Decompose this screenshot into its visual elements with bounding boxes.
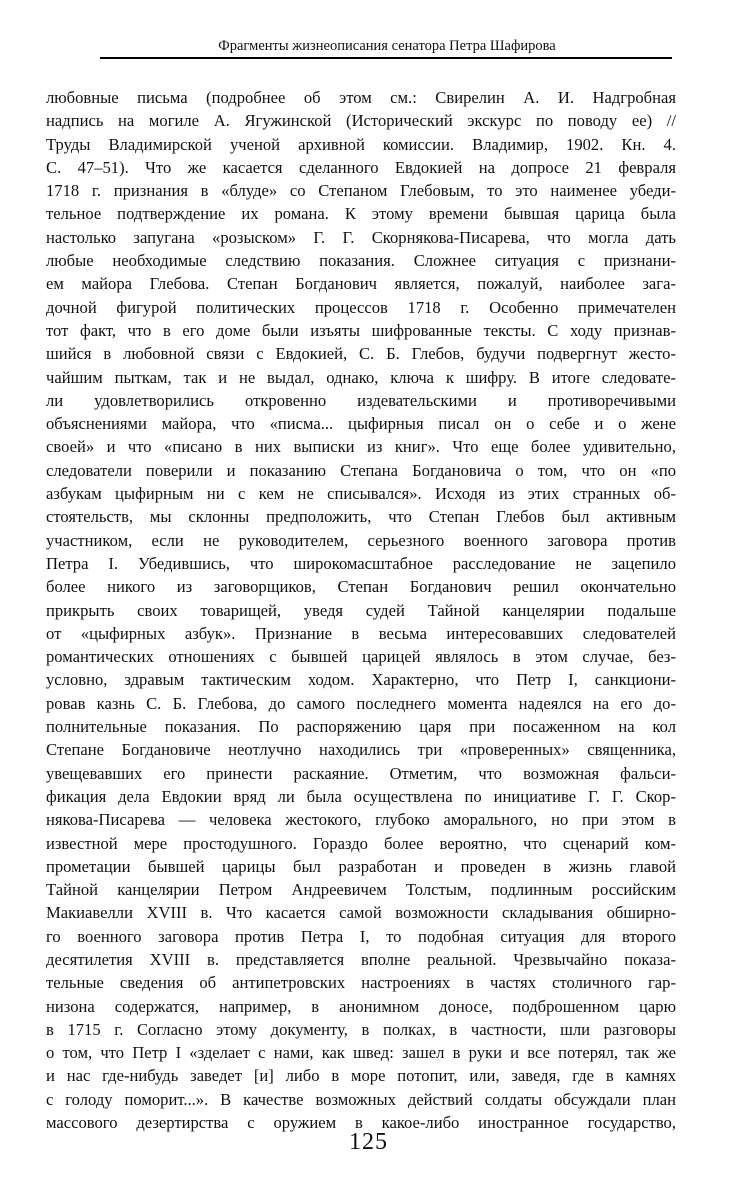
text-line: низона содержатся, например, в анонимном доносе, подброшенном царю xyxy=(46,996,676,1016)
text-line: следователи поверили и показанию Степана Богдановича о том, что он «по xyxy=(46,460,676,480)
text-line: известной мере простодушного. Гораздо более вероятно, что сценарий ком- xyxy=(46,833,676,853)
text-line: участником, если не руководителем, серьезного военного заговора против xyxy=(46,530,676,550)
text-line: о том, что Петр I «зделает с нами, как швед: зашел в руки и все потерял, так же xyxy=(46,1043,676,1063)
text-line: азбукам цыфирным ни с кем не списывался». Исходя из этих странных об- xyxy=(46,484,676,504)
text-line: настолько запугана «розыском» Г. Г. Скорнякова-Писарева, что могла дать xyxy=(46,227,676,247)
text-line: 1718 г. признания в «блуде» со Степаном Глебовым, то это наименее убеди- xyxy=(46,181,676,201)
text-line: полнительные показания. По распоряжению царя при посаженном на кол xyxy=(46,717,676,737)
text-line: с голоду поморит...». В качестве возможных действий солдаты обсуждали план xyxy=(46,1089,676,1109)
text-line: ем майора Глебова. Степан Богданович является, пожалуй, наиболее зага- xyxy=(46,274,676,294)
text-line: фикация дела Евдокии вряд ли была осуществлена по инициативе Г. Г. Скор- xyxy=(46,786,676,806)
text-line: Труды Владимирской ученой архивной комиссии. Владимир, 1902. Кн. 4. xyxy=(46,134,676,154)
text-line: тельные сведения об антипетровских настроениях в частях столичного гар- xyxy=(46,973,676,993)
text-line: прометации бывшей царицы был разработан и проведен в жизнь главой xyxy=(46,856,676,876)
text-line: десятилетия XVIII в. представляется вполне реальной. Чрезвычайно показа- xyxy=(46,949,676,969)
text-line: шийся в любовной связи с Евдокией, С. Б. Глебов, будучи подвергнут жесто- xyxy=(46,344,676,364)
text-line: ли удовлетворились откровенно издевательскими и противоречивыми xyxy=(46,390,676,410)
header-rule xyxy=(100,57,672,59)
text-line: стоятельств, мы склонны предположить, что Степан Глебов был активным xyxy=(46,507,676,527)
text-line: тот факт, что в его доме были изъяты шифрованные тексты. С ходу признав- xyxy=(46,320,676,340)
text-line: более никого из заговорщиков, Степан Богданович решил окончательно xyxy=(46,577,676,597)
text-line: С. 47–51). Что же касается сделанного Евдокией на допросе 21 февраля xyxy=(46,157,676,177)
running-header: Фрагменты жизнеописания сенатора Петра Шафирова xyxy=(218,38,556,54)
text-line: увещевавших его принести раскаяние. Отметим, что возможная фальси- xyxy=(46,763,676,783)
text-line: ровав казнь С. Б. Глебова, до самого последнего момента надеялся на его до- xyxy=(46,693,676,713)
text-line: романтических отношениях с бывшей царицей являлось в этом случае, без- xyxy=(46,647,676,667)
text-line: Петра I. Убедившись, что широкомасштабное расследование не зацепило xyxy=(46,553,676,573)
text-line: любые необходимые следствию показания. Сложнее ситуация с признани- xyxy=(46,251,676,271)
text-line: прикрыть своих товарищей, уведя судей Тайной канцелярии подальше xyxy=(46,600,676,620)
text-line: Степане Богдановиче неотлучно находились три «проверенных» священника, xyxy=(46,740,676,760)
text-line: массового дезертирства с оружием в какое-либо иностранное государство, xyxy=(46,1113,676,1133)
text-line: условно, здравым тактическим ходом. Характерно, что Петр I, санкциони- xyxy=(46,670,676,690)
text-line: тельное подтверждение их романа. К этому времени бывшая царица была xyxy=(46,204,676,224)
text-line: чайшим пыткам, так и не выдал, однако, ключа к шифру. В итоге следовате- xyxy=(46,367,676,387)
text-line: своей» и что «писано в них выписки из книг». Что еще более удивительно, xyxy=(46,437,676,457)
text-line: го военного заговора против Петра I, то подобная ситуация для второго xyxy=(46,926,676,946)
body-text xyxy=(46,86,676,1134)
text-line: Макиавелли XVIII в. Что касается самой возможности складывания обширно- xyxy=(46,903,676,923)
text-line: Тайной канцелярии Петром Андреевичем Толстым, подлинным российским xyxy=(46,880,676,900)
text-line: надпись на могиле А. Ягужинской (Исторический экскурс по поводу ее) // xyxy=(46,111,676,131)
text-line: объяснениями майора, что «писма... цыфирныя писал он о себе и о жене xyxy=(46,414,676,434)
page-number: 125 xyxy=(349,1129,388,1155)
text-line: от «цыфирных азбук». Признание в весьма интересовавших следователей xyxy=(46,623,676,643)
text-line: в 1715 г. Согласно этому документу, в полках, в частности, шли разговоры xyxy=(46,1019,676,1039)
text-line: дочной фигурой политических процессов 1718 г. Особенно примечателен xyxy=(46,297,676,317)
text-line: някова-Писарева — человека жестокого, глубоко аморального, но при этом в xyxy=(46,810,676,830)
text-line: любовные письма (подробнее об этом см.: Свирелин А. И. Надгробная xyxy=(46,88,676,107)
text-line: и нас где-нибудь заведет [и] либо в море потопит, или, заведя, где в камнях xyxy=(46,1066,676,1086)
